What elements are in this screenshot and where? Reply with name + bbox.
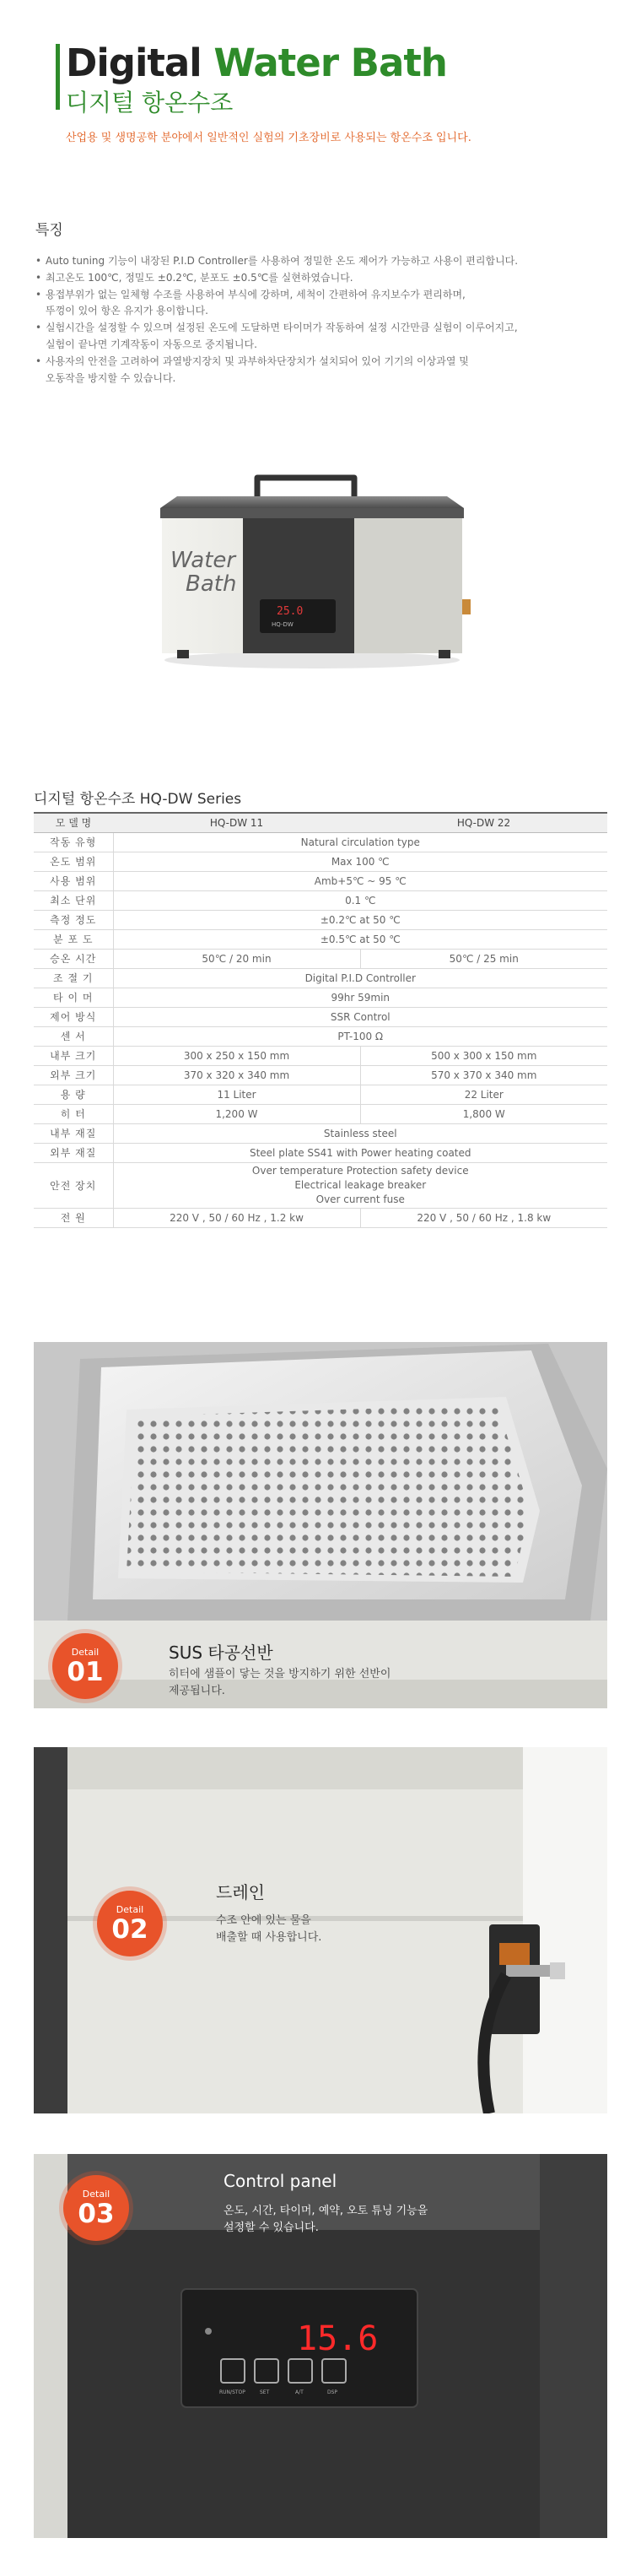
spec-label: 내부 크기 [34, 1046, 113, 1065]
control-button-dsp: DSP [327, 2389, 338, 2395]
spec-label: 외부 크기 [34, 1065, 113, 1085]
spec-row [34, 1046, 607, 1065]
spec-value-dw11: 370 x 320 x 340 mm [113, 1065, 360, 1085]
spec-header-row [34, 813, 607, 832]
product-logo-line1: Water [170, 548, 236, 573]
spec-value: Max 100 ℃ [113, 852, 607, 871]
detail-02-number: 02 [111, 1914, 148, 1945]
spec-value-dw22: 500 x 300 x 150 mm [360, 1046, 607, 1065]
control-button-set: SET [260, 2389, 270, 2395]
detail-01-text-line1: 히터에 샘플이 닿는 것을 방지하기 위한 선반이 [169, 1668, 391, 1680]
spec-value-dw22: 570 x 370 x 340 mm [360, 1065, 607, 1085]
detail-03-panel [34, 2154, 607, 2538]
spec-row [34, 968, 607, 988]
spec-value-line: Electrical leakage breaker [294, 1178, 427, 1191]
detail-01-title: SUS 타공선반 [169, 1642, 273, 1663]
spec-row [34, 1085, 607, 1104]
detail-03-badge [63, 2175, 129, 2241]
page-description: 산업용 및 생명공학 분야에서 일반적인 실험의 기초장비로 사용되는 항온수조 입니다. [66, 132, 471, 144]
spec-value [113, 1162, 607, 1208]
feature-item-cont: 뚜껑이 있어 항온 유지가 용이합니다. [46, 305, 208, 317]
page-title: Digital Water Bath [66, 41, 447, 85]
detail-03-title: Control panel [224, 2171, 337, 2191]
spec-value: Stainless steel [113, 1123, 607, 1143]
spec-value: 0.1 ℃ [113, 890, 607, 910]
spec-row [34, 1026, 607, 1046]
detail-02-badge-label: Detail [116, 1904, 144, 1915]
detail-02-text-line2: 배출할 때 사용합니다. [216, 1931, 322, 1944]
spec-label: 최소 단위 [34, 890, 113, 910]
spec-value-dw22: 1,800 W [360, 1104, 607, 1123]
detail-03-number: 03 [78, 2199, 115, 2229]
detail-03-text-line2: 설정할 수 있습니다. [224, 2222, 319, 2234]
spec-value: 99hr 59min [113, 988, 607, 1007]
spec-row [34, 1123, 607, 1143]
feature-item: • 용접부위가 없는 일체형 수조를 사용하여 부식에 강하며, 세척이 간편하여 유지보수가 편리하며, [35, 287, 617, 304]
spec-row [34, 871, 607, 890]
spec-value: ±0.2℃ at 50 ℃ [113, 910, 607, 929]
detail-02-title: 드레인 [216, 1882, 265, 1902]
spec-value: Digital P.I.D Controller [113, 968, 607, 988]
spec-value-line: Over temperature Protection safety device [251, 1164, 469, 1177]
spec-label: 용 량 [34, 1085, 113, 1104]
detail-01-image [34, 1342, 607, 1708]
spec-value-dw22: 22 Liter [360, 1085, 607, 1104]
detail-01-number: 01 [67, 1657, 104, 1687]
product-panel-label: HQ-DW [272, 621, 294, 628]
spec-label: 센 서 [34, 1026, 113, 1046]
spec-value-line: Over current fuse [315, 1193, 405, 1205]
detail-01-badge [52, 1633, 118, 1699]
control-panel-display: 15.6 [297, 2319, 379, 2358]
product-image [143, 473, 481, 675]
spec-value: ±0.5℃ at 50 ℃ [113, 929, 607, 949]
spec-heading: 디지털 항온수조 HQ-DW Series [34, 791, 242, 808]
detail-02-badge [97, 1891, 163, 1956]
spec-label: 내부 재질 [34, 1123, 113, 1143]
detail-03-badge-label: Detail [82, 2189, 110, 2200]
spec-row [34, 1065, 607, 1085]
spec-label: 타 이 머 [34, 988, 113, 1007]
title-accent-bar [56, 44, 60, 110]
spec-header-model: 모 델 명 [34, 813, 113, 832]
spec-label: 작동 유형 [34, 832, 113, 852]
features-heading: 특징 [35, 222, 63, 239]
spec-value: Amb+5℃ ~ 95 ℃ [113, 871, 607, 890]
spec-row [34, 1162, 607, 1208]
feature-item: • 최고온도 100℃, 정밀도 ±0.2℃, 분포도 ±0.5℃를 실현하였습니다. [35, 270, 617, 287]
spec-row [34, 988, 607, 1007]
spec-value-dw11: 11 Liter [113, 1085, 360, 1104]
detail-01-badge-label: Detail [71, 1647, 100, 1658]
spec-label: 측정 정도 [34, 910, 113, 929]
spec-header-dw11: HQ-DW 11 [113, 813, 360, 832]
spec-value-dw22: 220 V , 50 / 60 Hz , 1.8 kw [360, 1208, 607, 1227]
detail-01-text-line2: 제공됩니다. [169, 1685, 225, 1697]
spec-label: 제어 방식 [34, 1007, 113, 1026]
feature-item: • 실험시간을 설정할 수 있으며 설정된 온도에 도달하면 타이머가 작동하여 설정 시간만큼 실험이 이루어지고, [35, 320, 617, 337]
control-button-runstop: RUN/STOP [219, 2389, 245, 2395]
detail-01-panel [34, 1342, 607, 1708]
spec-label: 분 포 도 [34, 929, 113, 949]
spec-value-dw22: 50℃ / 25 min [360, 949, 607, 968]
product-logo-line2: Bath [186, 571, 237, 597]
detail-02-panel [34, 1747, 607, 2113]
feature-list [35, 253, 617, 387]
spec-row [34, 1007, 607, 1026]
spec-row [34, 832, 607, 852]
spec-row [34, 910, 607, 929]
spec-row [34, 890, 607, 910]
spec-row [34, 1104, 607, 1123]
control-button-at: A/T [295, 2389, 304, 2395]
spec-value-dw11: 220 V , 50 / 60 Hz , 1.2 kw [113, 1208, 360, 1227]
feature-item: • Auto tuning 기능이 내장된 P.I.D Controller를 사용하여 정밀한 온도 제어가 가능하고 사용이 편리합니다. [35, 253, 617, 270]
spec-value: Natural circulation type [113, 832, 607, 852]
detail-02-text-line1: 수조 안에 있는 물을 [216, 1914, 311, 1927]
feature-item: • 사용자의 안전을 고려하여 과열방지장치 및 과부하차단장치가 설치되어 있어 기기의 이상과열 및 [35, 354, 617, 371]
spec-row [34, 929, 607, 949]
spec-value: Steel plate SS41 with Power heating coated [113, 1143, 607, 1162]
product-display: 25.0 [277, 605, 304, 618]
spec-value-dw11: 1,200 W [113, 1104, 360, 1123]
page-subtitle: 디지털 항온수조 [66, 89, 234, 116]
spec-label: 승온 시간 [34, 949, 113, 968]
spec-label: 외부 재질 [34, 1143, 113, 1162]
spec-value-dw11: 50℃ / 20 min [113, 949, 360, 968]
spec-row [34, 1143, 607, 1162]
spec-header-dw22: HQ-DW 22 [360, 813, 607, 832]
spec-table [34, 812, 607, 1228]
spec-label: 온도 범위 [34, 852, 113, 871]
feature-item-cont: 실험이 끝나면 기계작동이 자동으로 중지됩니다. [46, 338, 257, 350]
spec-row [34, 852, 607, 871]
spec-value: PT-100 Ω [113, 1026, 607, 1046]
spec-label: 히 터 [34, 1104, 113, 1123]
spec-value: SSR Control [113, 1007, 607, 1026]
feature-item-cont: 오동작을 방지할 수 있습니다. [46, 371, 176, 384]
spec-row [34, 949, 607, 968]
detail-03-text-line1: 온도, 시간, 타이머, 예약, 오토 튜닝 기능을 [224, 2205, 428, 2217]
spec-row [34, 1208, 607, 1227]
spec-label: 안전 장치 [34, 1162, 113, 1208]
spec-label: 조 절 기 [34, 968, 113, 988]
spec-value-dw11: 300 x 250 x 150 mm [113, 1046, 360, 1065]
spec-label: 사용 범위 [34, 871, 113, 890]
spec-label: 전 원 [34, 1208, 113, 1227]
